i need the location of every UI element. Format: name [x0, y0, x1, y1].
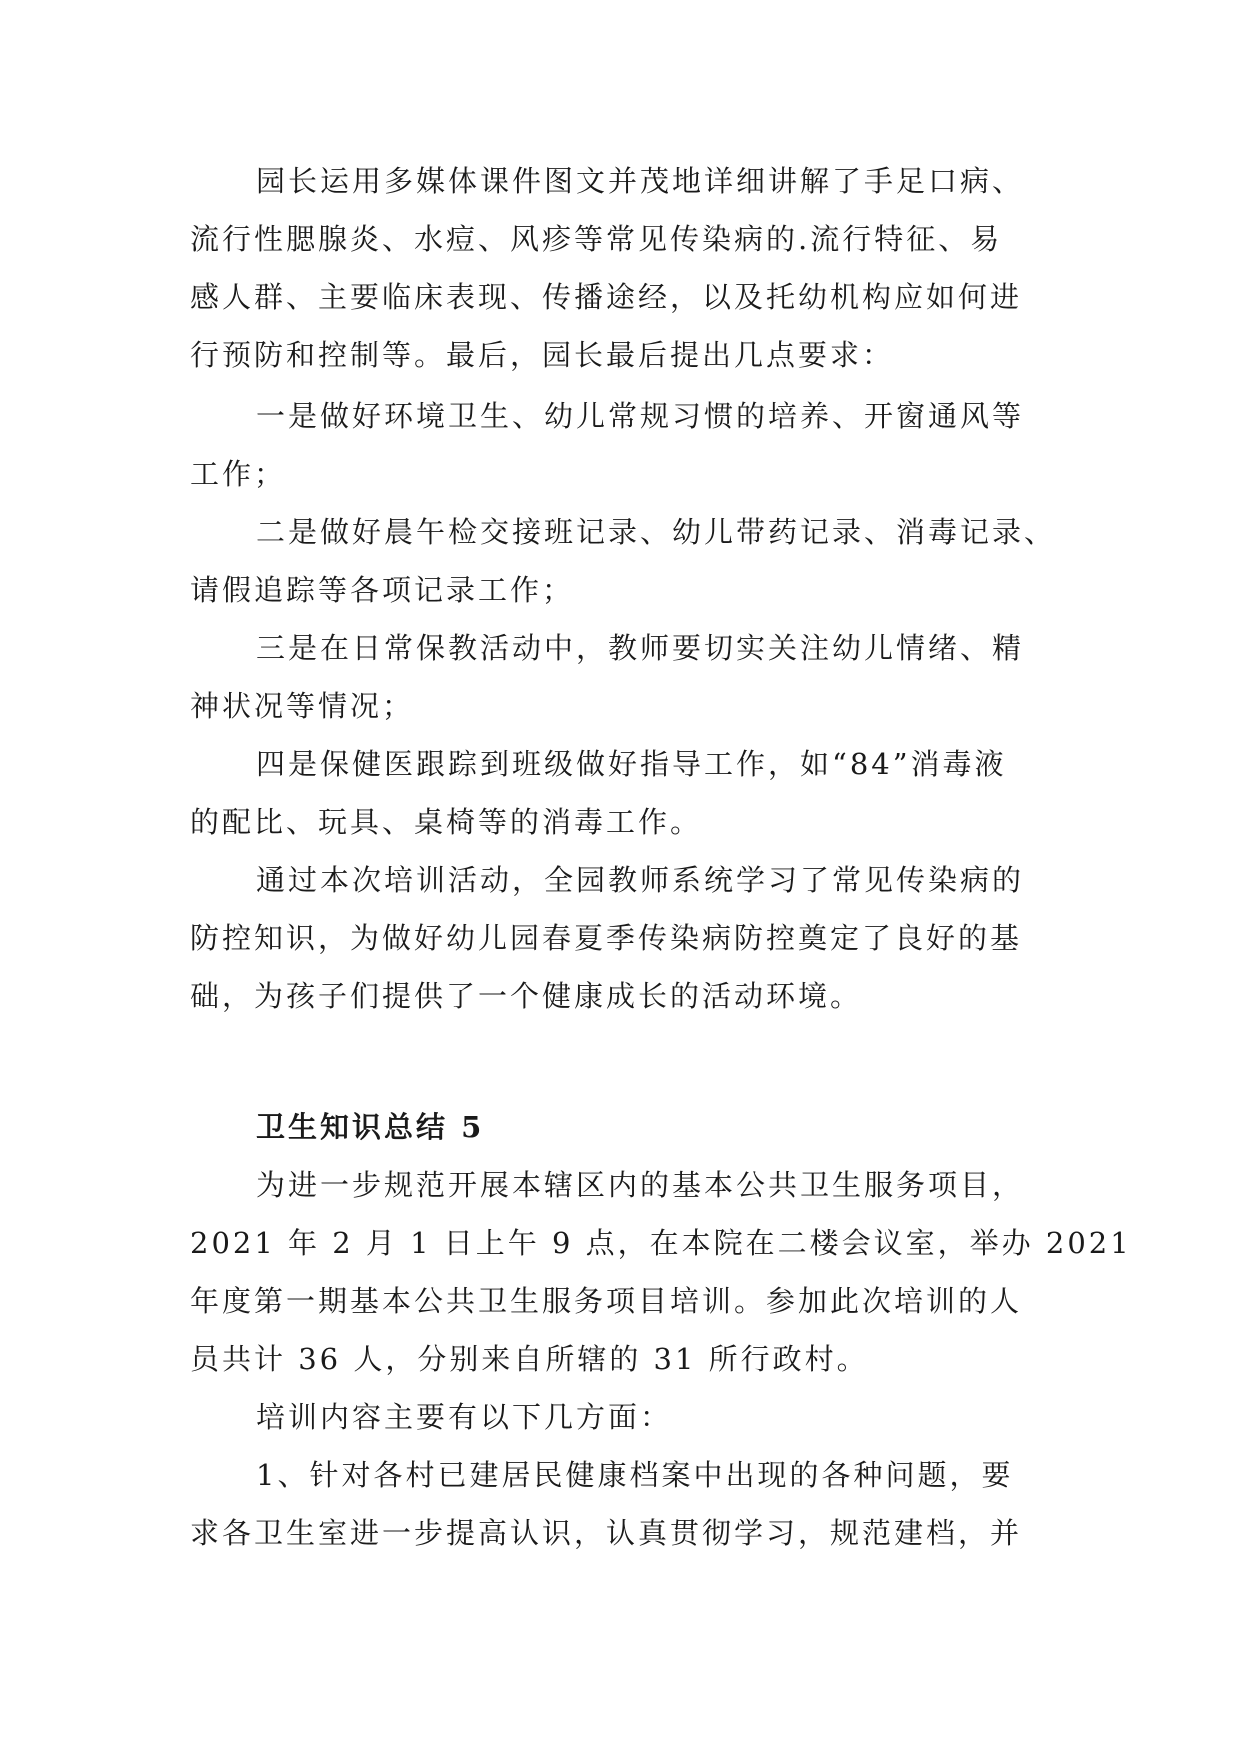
text-line: 求各卫生室进一步提高认识，认真贯彻学习，规范建档，并: [190, 1516, 1023, 1550]
text-line: 园长运用多媒体课件图文并茂地详细讲解了手足口病、: [256, 164, 1025, 198]
text-line: 神状况等情况；: [190, 689, 415, 723]
paragraph-requirement-2: [190, 503, 1057, 619]
text-line: 员共计 36 人，分别来自所辖的 31 所行政村。: [190, 1342, 869, 1376]
paragraph-requirement-1: [190, 387, 1050, 503]
text-line: 工作；: [190, 457, 287, 491]
text-line: 流行性腮腺炎、水痘、风疹等常见传染病的.流行特征、易: [190, 222, 1003, 256]
text-line: 1、针对各村已建居民健康档案中出现的各种问题，要: [256, 1458, 1014, 1492]
text-line: 年度第一期基本公共卫生服务项目培训。参加此次培训的人: [190, 1284, 1023, 1318]
text-line: 通过本次培训活动，全园教师系统学习了常见传染病的: [256, 863, 1025, 897]
paragraph-training-item-1: [190, 1446, 1050, 1562]
text-line: 行预防和控制等。最后，园长最后提出几点要求：: [190, 338, 895, 372]
text-line: 为进一步规范开展本辖区内的基本公共卫生服务项目，: [256, 1168, 1025, 1202]
text-line: 2021 年 2 月 1 日上午 9 点，在本院在二楼会议室，举办 2021: [190, 1226, 1132, 1260]
text-line: 的配比、玩具、桌椅等的消毒工作。: [190, 805, 703, 839]
paragraph-training-intro: [190, 1156, 1132, 1388]
paragraph-requirement-3: [190, 619, 1050, 735]
paragraph-lecture-summary: [190, 152, 1050, 384]
paragraph-conclusion: [190, 851, 1050, 1025]
text-line: 三是在日常保教活动中，教师要切实关注幼儿情绪、精: [256, 631, 1025, 665]
text-line: 培训内容主要有以下几方面：: [256, 1400, 673, 1434]
text-line: 感人群、主要临床表现、传播途经，以及托幼机构应如何进: [190, 280, 1023, 314]
text-line: 一是做好环境卫生、幼儿常规习惯的培养、开窗通风等: [256, 399, 1025, 433]
text-line: 请假追踪等各项记录工作；: [190, 573, 575, 607]
text-line: 二是做好晨午检交接班记录、幼儿带药记录、消毒记录、: [256, 515, 1057, 549]
paragraph-training-contents: [190, 1388, 1050, 1446]
section-title: 卫生知识总结 5: [256, 1110, 485, 1144]
text-line: 防控知识，为做好幼儿园春夏季传染病防控奠定了良好的基: [190, 921, 1023, 955]
paragraph-requirement-4: [190, 735, 1050, 851]
text-line: 四是保健医跟踪到班级做好指导工作，如“84”消毒液: [256, 747, 1007, 781]
text-line: 础，为孩子们提供了一个健康成长的活动环境。: [190, 979, 863, 1013]
